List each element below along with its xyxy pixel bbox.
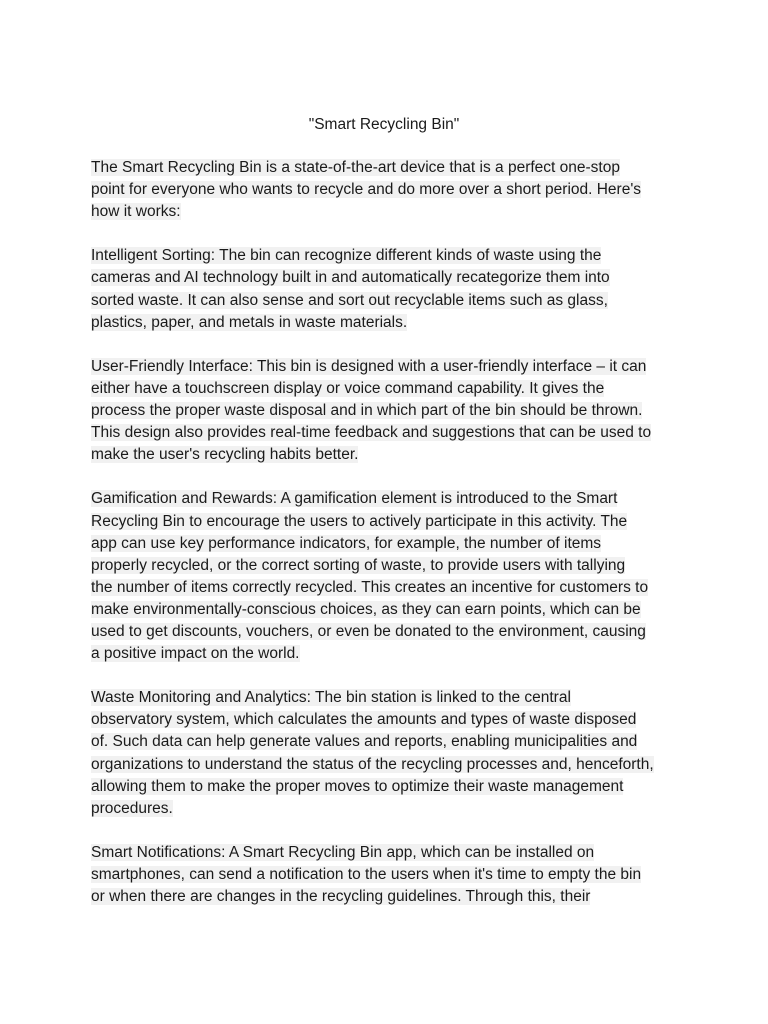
paragraph-waste-monitoring [91, 687, 681, 820]
paragraph-smart-notifications [91, 842, 681, 908]
paragraph-intelligent-sorting [91, 245, 681, 333]
text-line: smartphones, can send a notification to the users when it's time to empty the bin [91, 866, 642, 883]
document-title: "Smart Recycling Bin" [308, 116, 460, 133]
text-line: plastics, paper, and metals in waste materials. [91, 313, 408, 331]
text-line: The Smart Recycling Bin is a state-of-the-art device that is a perfect one-stop [91, 159, 620, 176]
text-line: Recycling Bin to encourage the users to actively participate in this activity. The [91, 512, 628, 530]
text-line: app can use key performance indicators, for example, the number of items [91, 534, 602, 552]
text-line: sorted waste. It can also sense and sort out recyclable items such as glass, [91, 291, 608, 309]
text-line: observatory system, which calculates the amounts and types of waste disposed [91, 711, 637, 729]
text-line: allowing them to make the proper moves to optimize their waste management [91, 777, 624, 795]
text-line: a positive impact on the world. [91, 645, 300, 663]
text-line: This design also provides real-time feedback and suggestions that can be used to [91, 424, 652, 442]
text-line: make environmentally-conscious choices, as they can earn points, which can be [91, 600, 641, 618]
paragraph-intro [91, 157, 681, 223]
text-line: procedures. [91, 799, 173, 817]
text-line: User-Friendly Interface: This bin is designed with a user-friendly interface – it can [91, 357, 647, 375]
text-line: Intelligent Sorting: The bin can recognize different kinds of waste using the [91, 247, 602, 265]
text-line: used to get discounts, vouchers, or even be donated to the environment, causing [91, 622, 646, 640]
text-line: properly recycled, or the correct sorting of waste, to provide users with tallying [91, 556, 626, 574]
text-line: process the proper waste disposal and in which part of the bin should be thrown. [91, 402, 643, 420]
document-body [91, 157, 681, 930]
text-line: make the user's recycling habits better. [91, 446, 359, 464]
text-line: of. Such data can help generate values and reports, enabling municipalities and [91, 733, 638, 751]
paragraph-gamification-rewards [91, 488, 681, 665]
text-line: Waste Monitoring and Analytics: The bin station is linked to the central [91, 689, 571, 707]
text-line: how it works: [91, 203, 181, 221]
text-line: Gamification and Rewards: A gamification element is introduced to the Smart [91, 490, 618, 508]
text-line: the number of items correctly recycled. This creates an incentive for customers to [91, 578, 649, 596]
text-line: Smart Notifications: A Smart Recycling Bin app, which can be installed on [91, 843, 595, 861]
paragraph-user-friendly-interface [91, 356, 681, 466]
text-line: or when there are changes in the recycling guidelines. Through this, their [91, 888, 591, 906]
text-line: point for everyone who wants to recycle and do more over a short period. Here's [91, 181, 642, 199]
text-line: cameras and AI technology built in and automatically recategorize them into [91, 269, 610, 287]
text-line: either have a touchscreen display or voice command capability. It gives the [91, 379, 605, 397]
text-line: organizations to understand the status of the recycling processes and, henceforth, [91, 755, 654, 773]
